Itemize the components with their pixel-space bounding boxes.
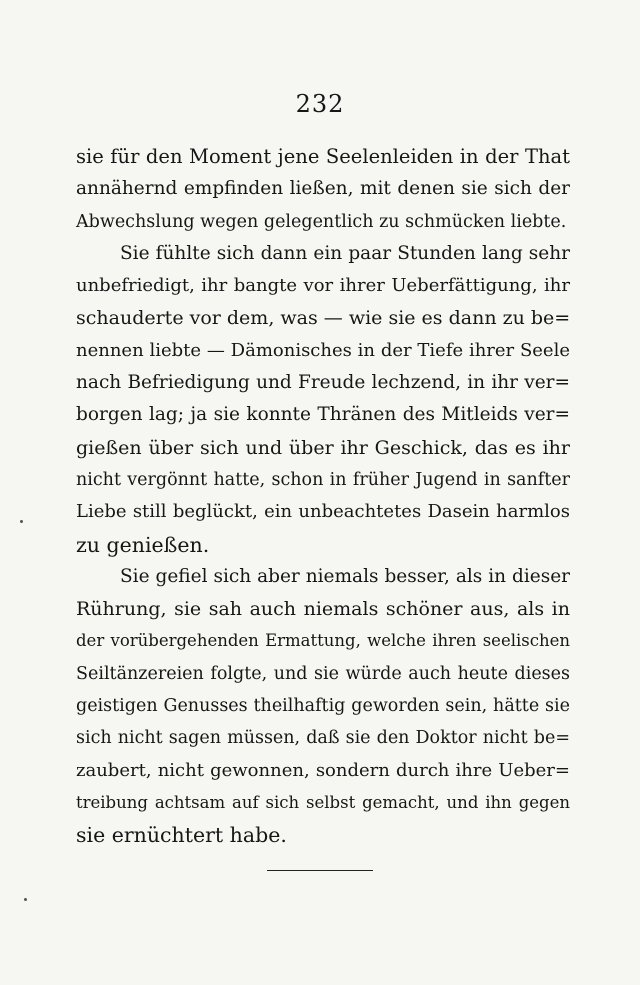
body-text (76, 141, 570, 852)
text-line: Abwechslung wegen gelegentlich zu schmücken liebte. (76, 211, 567, 232)
text-line: annähernd empfinden ließen, mit denen sie sich der (76, 178, 570, 200)
text-line: gießen über sich und über ihr Geschick, das es ihr (76, 436, 570, 459)
text-line: Liebe still beglückt, ein unbeachtetes Dasein harmlos (76, 501, 570, 523)
page-number: 232 (295, 90, 345, 118)
text-line: schauderte vor dem, was — wie sie es dann zu be= (76, 307, 571, 330)
text-line: nach Befriedigung und Freude lechzend, in ihr ver= (76, 372, 570, 394)
page-speck (20, 520, 23, 523)
text-line: unbefriedigt, ihr bangte vor ihrer Ueberfättigung, ihr (76, 275, 570, 297)
paragraph-first-line: Sie gefiel sich aber niemals besser, als in dieser (120, 565, 570, 587)
text-line: sie ernüchtert habe. (76, 823, 287, 848)
text-line: geistigen Genusses theilhaftig geworden sein, hätte sie (76, 696, 570, 717)
text-line: Rührung, sie sah auch niemals schöner aus, als in (76, 598, 570, 621)
text-line: sie für den Moment jene Seelenleiden in der That (76, 145, 570, 168)
text-line: sich nicht sagen müssen, daß sie den Doktor nicht be= (76, 728, 570, 749)
text-line: nicht vergönnt hatte, schon in früher Jugend in sanfter (76, 469, 570, 490)
paragraph-first-line: Sie fühlte sich dann ein paar Stunden lang sehr (120, 242, 570, 264)
text-line: der vorübergehenden Ermattung, welche ihren seelischen (76, 631, 570, 651)
text-line: borgen lag; ja sie konnte Thränen des Mitleids ver= (76, 404, 570, 426)
text-line: treibung achtsam auf sich selbst gemacht, und ihn gegen (76, 792, 570, 812)
section-divider (267, 870, 373, 871)
text-line: nennen liebte — Dämonisches in der Tiefe ihrer Seele (76, 339, 570, 361)
text-line: zu genießen. (76, 532, 210, 557)
text-line: zaubert, nicht gewonnen, sondern durch ihre Ueber= (76, 759, 570, 781)
text-line: Seiltänzereien folgte, und sie würde auch heute dieses (76, 663, 570, 684)
page-speck (24, 898, 27, 901)
